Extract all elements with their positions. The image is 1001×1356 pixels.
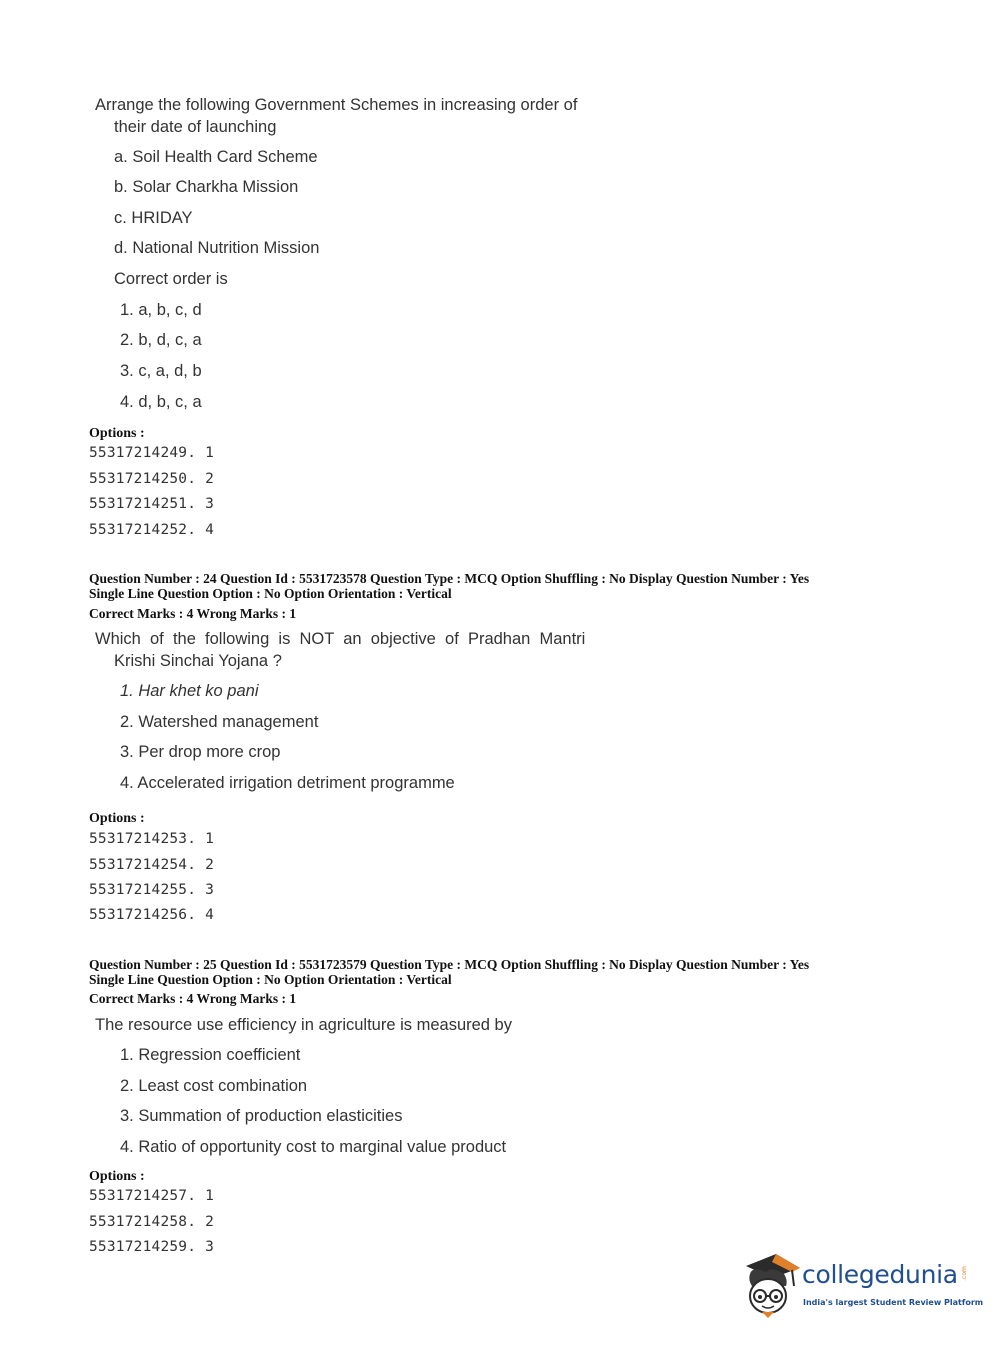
q23-choice-4: 4. d, b, c, a [120,393,202,411]
q23-option-4: 55317214252. 4 [89,522,215,538]
q25-choice-4: 4. Ratio of opportunity cost to marginal value product [120,1138,507,1156]
q24-text-line-1: Which of the following is NOT an objective of Pradhan Mantri [95,630,586,648]
q23-item-d: d. National Nutrition Mission [114,239,320,257]
q24-option-4: 55317214256. 4 [89,907,215,923]
q23-correct-order-label: Correct order is [114,270,228,288]
q25-options-label: Options : [89,1169,145,1184]
q23-option-1: 55317214249. 1 [89,445,215,461]
q25-marks: Correct Marks : 4 Wrong Marks : 1 [89,991,297,1006]
logo-wordmark: collegedunia [802,1260,958,1289]
q24-meta-line-1: Question Number : 24 Question Id : 5531723578 Question Type : MCQ Option Shuffling : No Display Question Number : Yes [89,571,810,586]
q23-text-line-1: Arrange the following Government Schemes in increasing order of [95,96,578,114]
q24-option-1: 55317214253. 1 [89,831,215,847]
q24-meta-line-2: Single Line Question Option : No Option Orientation : Vertical [89,586,452,601]
q24-text-line-2: Krishi Sinchai Yojana ? [114,652,282,670]
q25-option-2: 55317214258. 2 [89,1214,215,1230]
q24-choice-3: 3. Per drop more crop [120,743,281,761]
q25-text-line-1: The resource use efficiency in agriculture is measured by [95,1016,512,1034]
q23-option-2: 55317214250. 2 [89,471,215,487]
q24-options-label: Options : [89,811,145,826]
q23-text-line-2: their date of launching [114,118,277,136]
student-mascot-icon [742,1252,800,1318]
q24-choice-4: 4. Accelerated irrigation detriment programme [120,774,455,792]
q24-choice-1: 1. Har khet ko pani [120,682,259,700]
q24-option-3: 55317214255. 3 [89,882,215,898]
q25-option-1: 55317214257. 1 [89,1188,215,1204]
q24-option-2: 55317214254. 2 [89,857,215,873]
q23-option-3: 55317214251. 3 [89,496,215,512]
q23-item-b: b. Solar Charkha Mission [114,178,299,196]
logo-tagline: India's largest Student Review Platform [803,1298,984,1307]
q23-choice-3: 3. c, a, d, b [120,362,202,380]
q25-meta-line-2: Single Line Question Option : No Option Orientation : Vertical [89,972,452,987]
q25-choice-3: 3. Summation of production elasticities [120,1107,403,1125]
q23-choice-1: 1. a, b, c, d [120,301,202,319]
q25-question-text [95,1014,512,1036]
q25-meta-line-1: Question Number : 25 Question Id : 5531723579 Question Type : MCQ Option Shuffling : No Display Question Number : Yes [89,957,810,972]
q23-item-a: a. Soil Health Card Scheme [114,148,318,166]
collegedunia-logo [742,1248,984,1323]
logo-suffix: .com [960,1266,968,1281]
q23-choice-2: 2. b, d, c, a [120,331,202,349]
q23-question-text [95,94,577,138]
q24-question-text [95,628,585,672]
q24-marks: Correct Marks : 4 Wrong Marks : 1 [89,606,297,621]
q24-choice-2: 2. Watershed management [120,713,319,731]
q25-choice-1: 1. Regression coefficient [120,1046,301,1064]
q23-options-label: Options : [89,426,145,441]
q23-item-c: c. HRIDAY [114,209,193,227]
q25-option-3: 55317214259. 3 [89,1239,215,1255]
q25-choice-2: 2. Least cost combination [120,1077,308,1095]
